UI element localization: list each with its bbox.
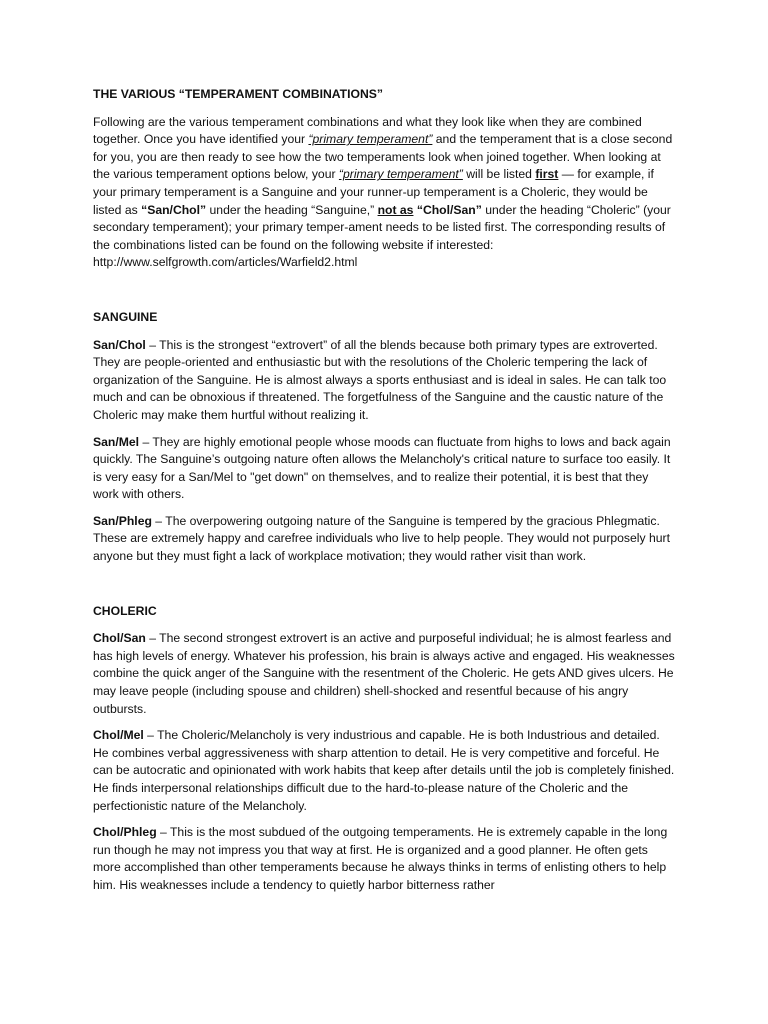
entry-san-chol — [93, 337, 676, 425]
entry-chol-san — [93, 630, 676, 718]
entry-san-phleg — [93, 513, 676, 566]
entry-term: Chol/Phleg — [93, 825, 157, 840]
intro-text-3: will be listed — [462, 167, 536, 182]
intro-paragraph — [93, 114, 676, 272]
not-as-emphasis: not as — [377, 202, 414, 217]
chol-san-example: “Chol/San” — [416, 202, 482, 217]
primary-temperament-term-1: “primary temperament” — [308, 132, 433, 147]
website-url[interactable]: http://www.selfgrowth.com/articles/Warfield2.html — [93, 255, 358, 270]
entry-chol-phleg — [93, 824, 676, 894]
document-title: THE VARIOUS “TEMPERAMENT COMBINATIONS” — [93, 87, 384, 101]
entry-text: – This is the most subdued of the outgoing temperaments. He is extremely capable in the long run though he may not impress you that way at first. He is organized and a good planner. He often gets more accomplished than other temperaments because he always thinks in terms of enlisting others to help him. His weaknesses include a tendency to quietly harbor bitterness rather — [93, 825, 668, 892]
entry-text: – The second strongest extrovert is an active and purposeful individual; he is almost fearless and has high levels of energy. Whatever his profession, his brain is always active and engaged. His weaknesses combine the quick anger of the Sanguine with the resentment of the Choleric. He gets AND gives ulcers. He may leave people (including spouse and children) shell-shocked and resentful because of his angry outbursts. — [93, 631, 675, 716]
intro-text-5: under the heading “Sanguine,” — [206, 202, 378, 217]
sanguine-heading: SANGUINE — [93, 309, 158, 324]
entry-term: San/Phleg — [93, 513, 152, 528]
entry-term: Chol/Mel — [93, 728, 144, 743]
choleric-heading: CHOLERIC — [93, 603, 157, 618]
intro-text-2: and the temperament that is a close second for you, you are then ready to see how the two temperaments look when joined together. When looking at the various temperament options below, your — [93, 132, 673, 182]
entry-text: – The Choleric/Melancholy is very industrious and capable. He is both Industrious and detailed. He combines verbal aggressiveness with sharp attention to detail. He is very competitive and forceful. He can be autocratic and opinionated with work habits that keep after details until the job is completely finished. He finds interpersonal relationships difficult due to the hard-to-please nature of the Choleric and the perfectionistic nature of the Melancholy. — [93, 728, 675, 813]
entry-text: – This is the strongest “extrovert” of all the blends because both primary types are extroverted. They are people-oriented and enthusiastic but with the resolutions of the Choleric tempering the lack of organization of the Sanguine. He is almost always a sports enthusiast and is ideal in sales. He can talk too much and can be obnoxious if threatened. The forgetfulness of the Sanguine and the caustic nature of the Choleric may make them hurtful without realizing it. — [93, 337, 667, 422]
entry-term: San/Mel — [93, 434, 140, 449]
entry-chol-mel — [93, 727, 676, 815]
san-chol-example: “San/Chol” — [141, 202, 207, 217]
first-emphasis: first — [535, 167, 559, 182]
entry-san-mel — [93, 434, 676, 504]
entry-text: – They are highly emotional people whose moods can fluctuate from highs to lows and back again quickly. The Sanguine’s outgoing nature often allows the Melancholy's critical nature to surface too easily. It is very easy for a San/Mel to "get down" on themselves, and to realize their potential, it is best that they work with others. — [93, 434, 671, 502]
primary-temperament-term-2: “primary temperament” — [338, 167, 463, 182]
entry-term: Chol/San — [93, 631, 146, 646]
intro-text-1: Following are the various temperament combinations and what they look like when they are combined together. Once you have identified your — [93, 114, 642, 147]
intro-text-7: under the heading “Choleric” (your secondary temperament); your primary temper-ament needs to be listed first. The corresponding results of the combinations listed can be found on the following website if interested: — [93, 202, 671, 252]
intro-text-4: — for example, if your primary temperament is a Sanguine and your runner-up temperament is a Choleric, they would be listed as — [93, 167, 654, 217]
entry-text: – The overpowering outgoing nature of the Sanguine is tempered by the gracious Phlegmatic. These are extremely happy and carefree individuals who live to help people. They would not purposely hurt anyone but they must fight a lack of workplace motivation; they would rather visit than work. — [93, 513, 670, 564]
entry-term: San/Chol — [93, 337, 146, 352]
